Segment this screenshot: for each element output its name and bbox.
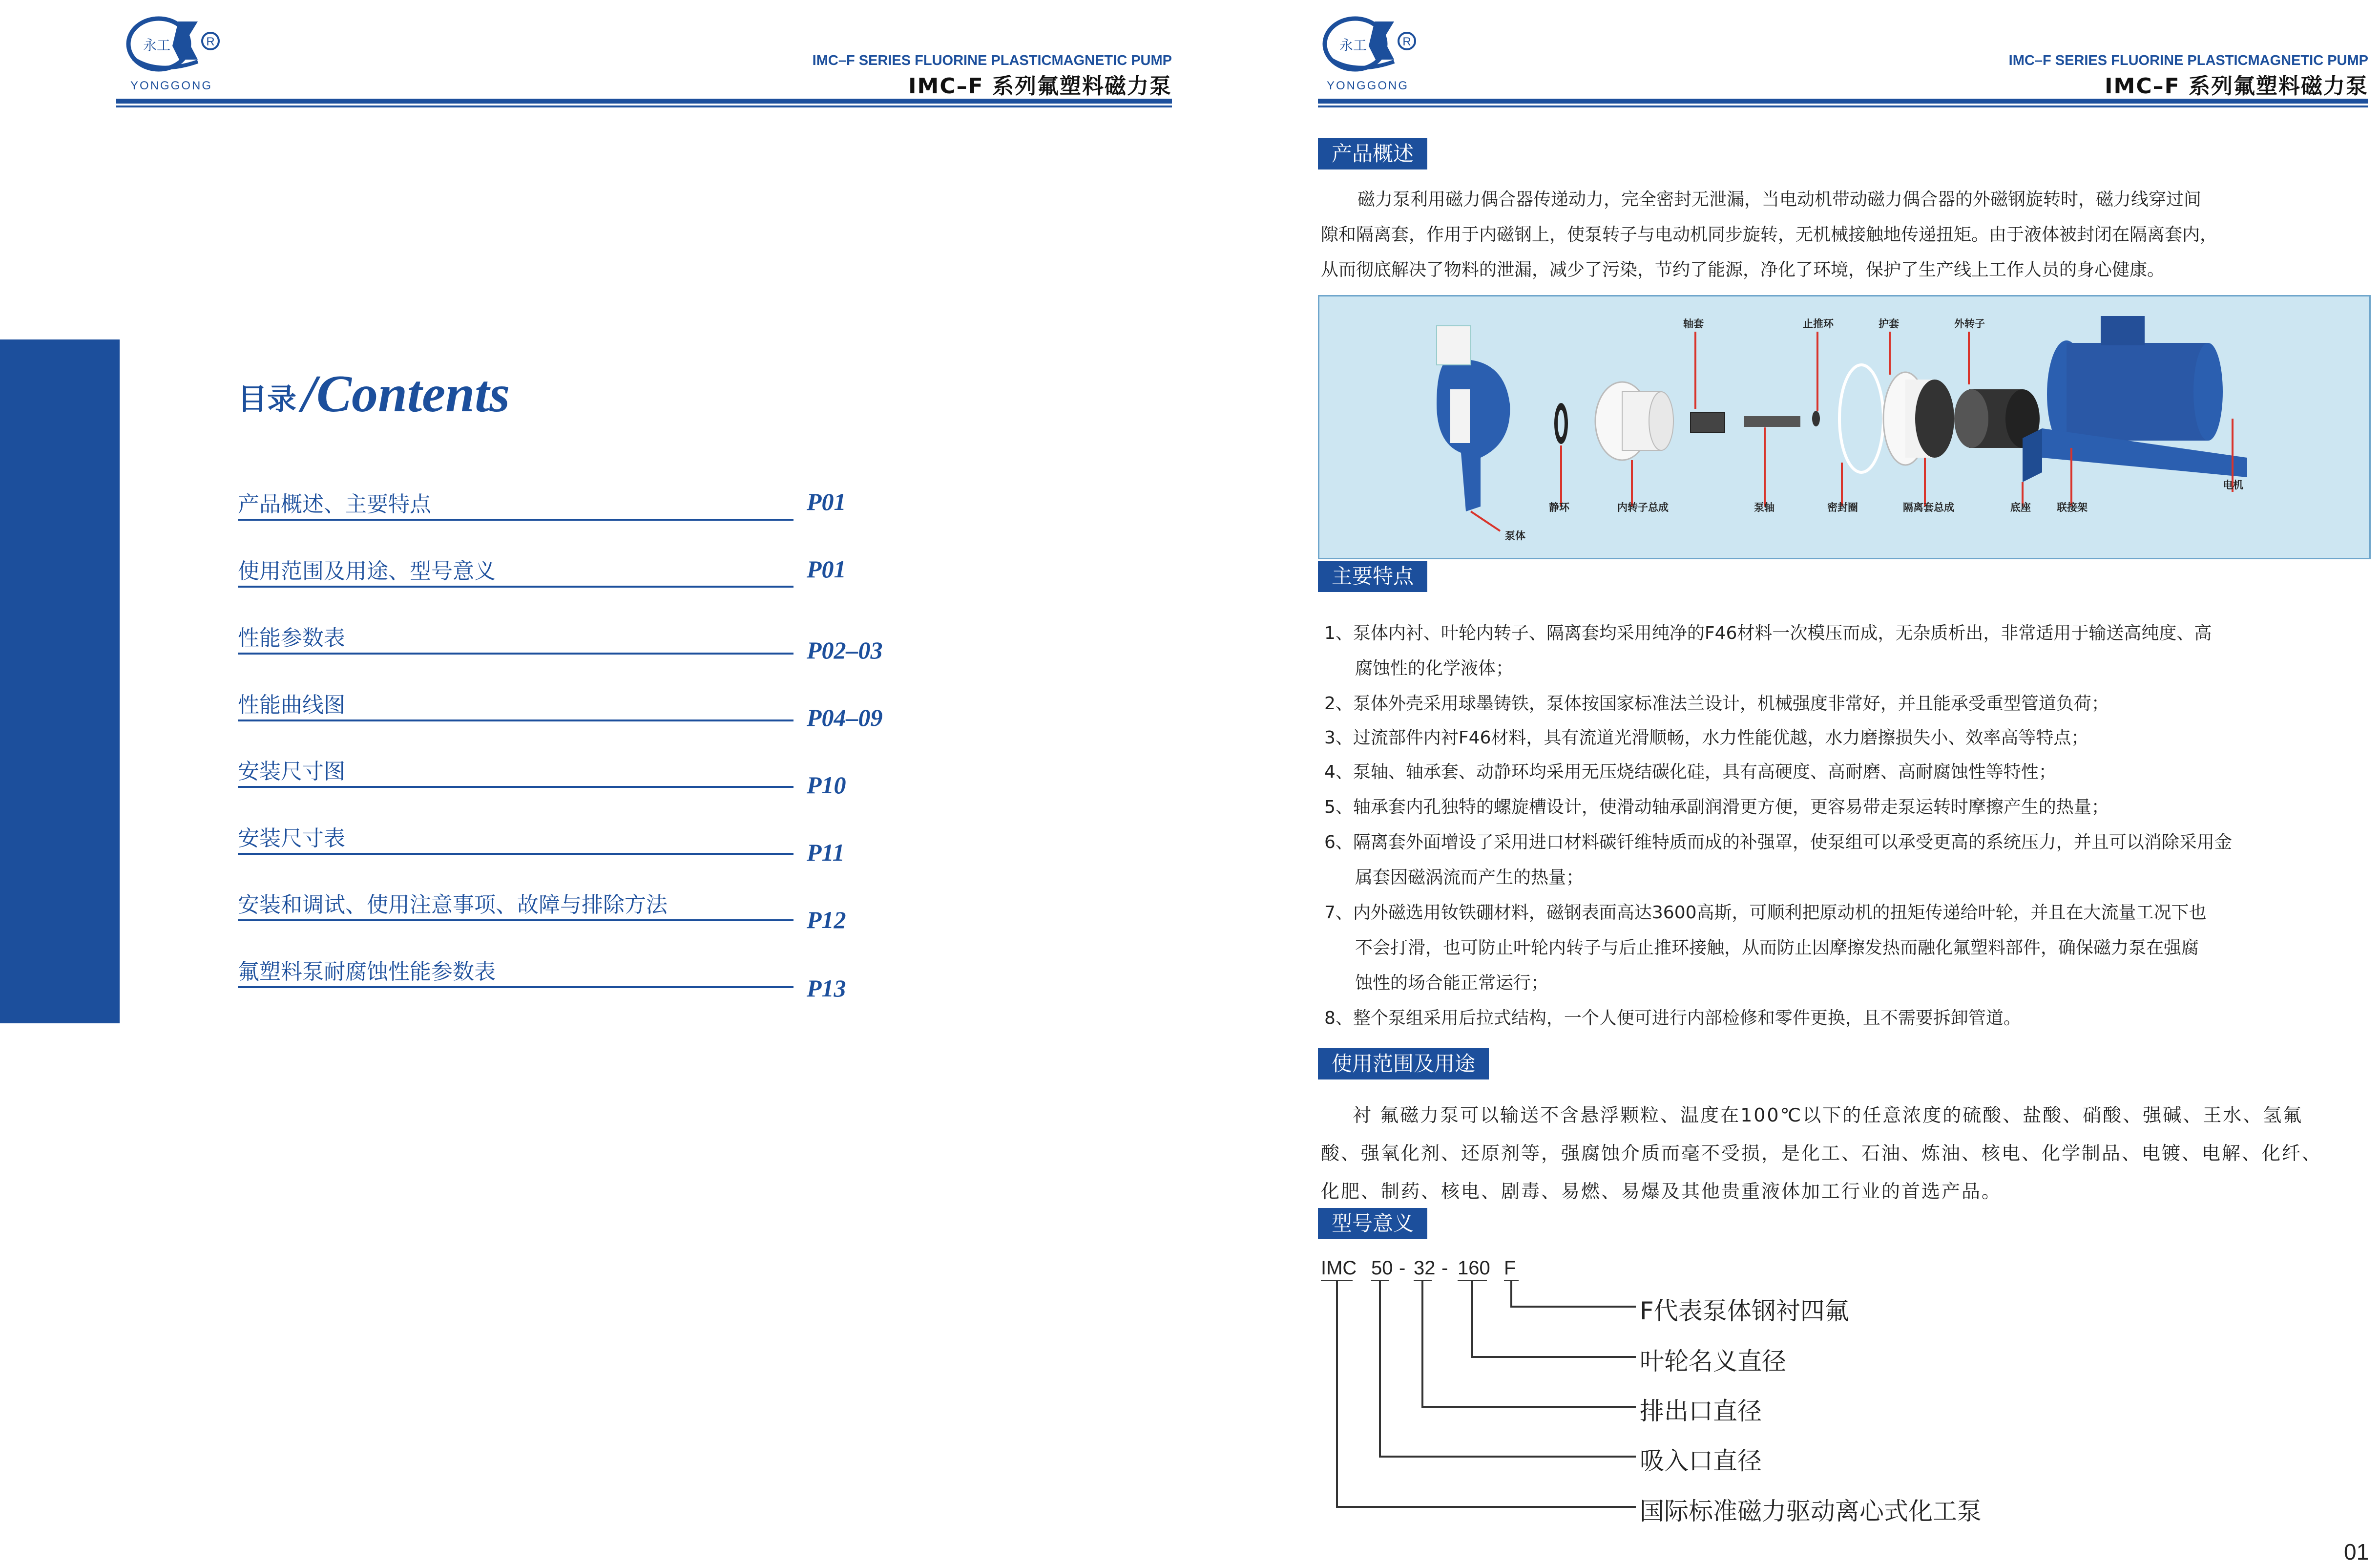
model-meaning: 吸入口直径 xyxy=(1640,1447,1762,1475)
model-dash: - xyxy=(1441,1257,1448,1279)
feature-line: 1、泵体内衬、叶轮内转子、隔离套均采用纯净的F46材料一次模压而成，无杂质析出，非常适用于输送高纯度、高 xyxy=(1324,623,2212,643)
header-series-cn: IMC–F 系列氟塑料磁力泵 xyxy=(908,74,1172,99)
section-heading-usage: 使用范围及用途 xyxy=(1318,1048,1489,1079)
header-rule-thin xyxy=(1318,106,2368,107)
toc-item-page[interactable]: P13 xyxy=(807,974,846,1002)
model-dash: - xyxy=(1399,1257,1406,1279)
toc-item-label[interactable]: 性能曲线图 xyxy=(238,693,345,718)
toc-item-label[interactable]: 性能参数表 xyxy=(238,626,345,651)
part-label-shaft-sleeve: 轴套 xyxy=(1683,318,1704,330)
model-meaning: 排出口直径 xyxy=(1640,1397,1762,1425)
toc-item-label[interactable]: 使用范围及用途、型号意义 xyxy=(238,559,496,584)
logo-icon xyxy=(1321,11,1419,79)
toc-item-rule xyxy=(238,653,793,655)
header-rule xyxy=(1318,99,2368,104)
feature-line: 腐蚀性的化学液体； xyxy=(1355,658,1514,678)
part-label-bracket: 联接架 xyxy=(2057,502,2088,513)
toc-item-rule xyxy=(238,986,793,988)
toc-item-page[interactable]: P01 xyxy=(807,488,846,515)
toc-item-rule xyxy=(238,853,793,855)
toc-item-rule xyxy=(238,720,793,721)
usage-line: 衬 氟磁力泵可以输送不含悬浮颗粒、温度在100℃以下的任意浓度的硫酸、盐酸、硝酸、强碱、王水、氢氟 xyxy=(1353,1104,2303,1126)
toc-item-page[interactable]: P02–03 xyxy=(807,636,883,664)
toc-item-rule xyxy=(238,919,793,921)
feature-line: 8、整个泵组采用后拉式结构，一个人便可进行内部检修和零件更换，且不需要拆卸管道。 xyxy=(1324,1008,2021,1028)
header-rule-thin xyxy=(116,106,1172,107)
model-inlet: 50 xyxy=(1371,1257,1393,1279)
part-label-thrust-ring: 止推环 xyxy=(1803,318,1834,330)
logo-icon xyxy=(125,11,222,79)
part-label-guard: 护套 xyxy=(1879,318,1899,330)
feature-line: 3、过流部件内衬F46材料，具有流道光滑顺畅，水力性能优越，水力磨擦损失小、效率高等特点； xyxy=(1324,728,2089,748)
toc-item-page[interactable]: P04–09 xyxy=(807,704,883,731)
logo-right xyxy=(1321,11,1419,94)
toc-item-page[interactable]: P11 xyxy=(807,839,845,866)
toc-item-page[interactable]: P10 xyxy=(807,771,846,799)
model-outlet: 32 xyxy=(1414,1257,1436,1279)
feature-line: 不会打滑，也可防止叶轮内转子与后止推环接触，从而防止因摩擦发热而融化氟塑料部件，确保磁力泵在强腐 xyxy=(1355,938,2199,958)
usage-line: 化肥、制药、核电、剧毒、易燃、易爆及其他贵重液体加工行业的首选产品。 xyxy=(1321,1181,2002,1202)
page-number: 01 xyxy=(2344,1539,2369,1565)
feature-line: 蚀性的场合能正常运行； xyxy=(1355,973,1549,993)
model-meaning: F代表泵体钢衬四氟 xyxy=(1640,1297,1849,1325)
model-prefix: IMC xyxy=(1321,1257,1357,1279)
model-meaning: 国际标准磁力驱动离心式化工泵 xyxy=(1640,1497,1982,1525)
model-bracket-lines xyxy=(1318,1280,1660,1553)
feature-line: 5、轴承套内孔独特的螺旋槽设计，使滑动轴承副润滑更方便，更容易带走泵运转时摩擦产生的热量； xyxy=(1324,797,2109,817)
logo-left xyxy=(125,11,222,94)
logo-badge: 永工 xyxy=(143,37,171,53)
pump-parts-illustration xyxy=(1319,296,2369,558)
part-label-base: 底座 xyxy=(2010,502,2031,513)
toc-item-label[interactable]: 产品概述、主要特点 xyxy=(238,492,431,517)
toc-item-page[interactable]: P01 xyxy=(807,555,846,583)
logo-badge: 永工 xyxy=(1339,37,1367,53)
overview-line: 隙和隔离套，作用于内磁钢上，使泵转子与电动机同步旋转，无机械接触地传递扭矩。由于液体被封闭在隔离套内， xyxy=(1321,225,2218,245)
toc-title-en: /Contents xyxy=(302,365,510,423)
toc-item-rule xyxy=(238,786,793,788)
header-rule xyxy=(116,99,1172,104)
model-meaning: 叶轮名义直径 xyxy=(1640,1347,1786,1376)
logo-mark: R xyxy=(206,35,215,48)
side-bar xyxy=(0,339,120,1023)
toc-item-page[interactable]: P12 xyxy=(807,906,846,933)
logo-mark: R xyxy=(1402,35,1411,48)
section-heading-features: 主要特点 xyxy=(1318,561,1427,592)
part-label-pump-body: 泵体 xyxy=(1505,530,1525,542)
header-series-en: IMC–F SERIES FLUORINE PLASTICMAGNETIC PUMP xyxy=(2008,53,2368,68)
section-heading-overview: 产品概述 xyxy=(1318,138,1427,169)
brand-name: YONGGONG xyxy=(130,79,213,92)
toc-item-label[interactable]: 安装尺寸表 xyxy=(238,826,345,851)
part-label-outer-rotor: 外转子 xyxy=(1954,318,1985,330)
model-impeller: 160 xyxy=(1458,1257,1490,1279)
toc-item-label[interactable]: 安装和调试、使用注意事项、故障与排除方法 xyxy=(238,892,668,917)
feature-line: 2、泵体外壳采用球墨铸铁，泵体按国家标准法兰设计，机械强度非常好，并且能承受重型管道负荷； xyxy=(1324,694,2109,714)
section-heading-model: 型号意义 xyxy=(1318,1208,1427,1239)
feature-line: 7、内外磁选用钕铁硼材料，磁钢表面高达3600高斯，可顺利把原动机的扭矩传递给叶轮，并且在大流量工况下也 xyxy=(1324,903,2207,923)
part-label-seal-ring: 密封圈 xyxy=(1827,502,1858,513)
toc-item-rule xyxy=(238,519,793,521)
toc-title-cn: 目录 xyxy=(238,382,296,417)
usage-line: 酸、强氧化剂、还原剂等，强腐蚀介质而毫不受损，是化工、石油、炼油、核电、化学制品、电镀、电解、化纤、 xyxy=(1321,1143,2322,1164)
feature-line: 属套因磁涡流而产生的热量； xyxy=(1355,868,1584,888)
header-series-cn: IMC–F 系列氟塑料磁力泵 xyxy=(2105,74,2368,99)
feature-line: 6、隔离套外面增设了采用进口材料碳钎维特质而成的补强罩，使泵组可以承受更高的系统压力，并且可以消除采用金 xyxy=(1324,832,2232,852)
toc-item-label[interactable]: 安装尺寸图 xyxy=(238,759,345,784)
toc-item-rule xyxy=(238,586,793,588)
part-label-inner-rotor: 内转子总成 xyxy=(1617,502,1669,513)
brand-name: YONGGONG xyxy=(1327,79,1409,92)
overview-line: 磁力泵利用磁力偶合器传递动力，完全密封无泄漏，当电动机带动磁力偶合器的外磁钢旋转时，磁力线穿过间 xyxy=(1357,190,2202,210)
model-suffix: F xyxy=(1504,1257,1516,1279)
overview-line: 从而彻底解决了物料的泄漏，减少了污染，节约了能源，净化了环境，保护了生产线上工作人员的身心健康。 xyxy=(1321,260,2165,280)
pump-exploded-diagram xyxy=(1318,295,2371,559)
feature-line: 4、泵轴、轴承套、动静环均采用无压烧结碳化硅，具有高硬度、高耐磨、高耐腐蚀性等特性； xyxy=(1324,762,2056,782)
part-label-motor: 电机 xyxy=(2223,479,2243,491)
header-series-en: IMC–F SERIES FLUORINE PLASTICMAGNETIC PUMP xyxy=(812,53,1172,68)
part-label-static-ring: 静环 xyxy=(1549,502,1569,513)
toc-item-label[interactable]: 氟塑料泵耐腐蚀性能参数表 xyxy=(238,959,496,984)
part-label-isolation: 隔离套总成 xyxy=(1903,502,1954,513)
part-label-pump-shaft: 泵轴 xyxy=(1754,502,1775,513)
